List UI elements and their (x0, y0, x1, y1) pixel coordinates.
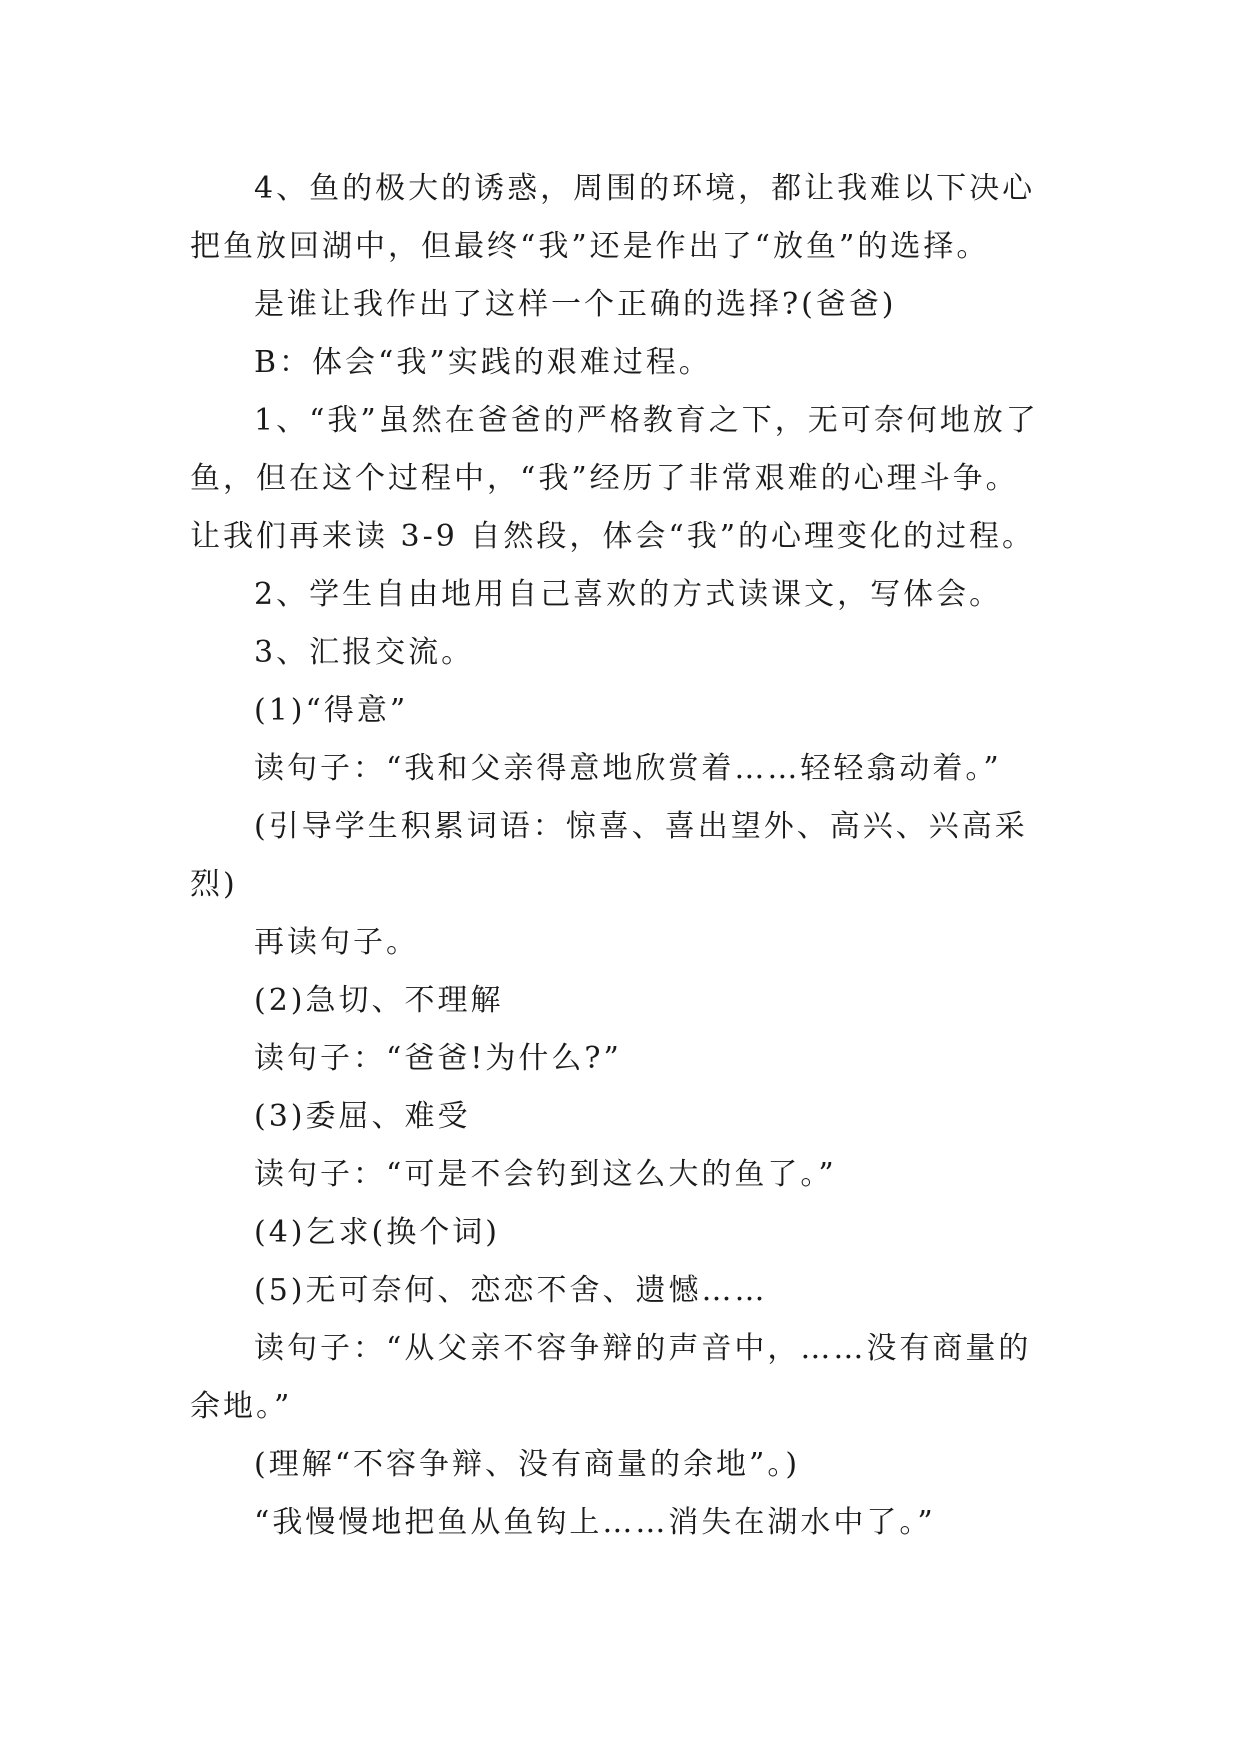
text-line: (引导学生积累词语：惊喜、喜出望外、高兴、兴高采 (254, 809, 1028, 844)
text-line: 2、学生自由地用自己喜欢的方式读课文，写体会。 (254, 577, 1003, 612)
text-line: 3、汇报交流。 (254, 635, 475, 670)
text-line: 读句子：“我和父亲得意地欣赏着……轻轻翕动着。” (254, 751, 1002, 786)
text-line: 烈) (190, 867, 238, 902)
text-line: 4、鱼的极大的诱惑，周围的环境，都让我难以下决心 (254, 171, 1036, 206)
text-line: 鱼，但在这个过程中，“我”经历了非常艰难的心理斗争。 (190, 461, 1019, 496)
text-line: “我慢慢地把鱼从鱼钩上……消失在湖水中了。” (254, 1505, 936, 1540)
text-line: 是谁让我作出了这样一个正确的选择?(爸爸) (254, 287, 897, 322)
text-line: (2)急切、不理解 (254, 983, 504, 1018)
text-line: (5)无可奈何、恋恋不舍、遗憾…… (254, 1273, 768, 1308)
text-line: 1、“我”虽然在爸爸的严格教育之下，无可奈何地放了 (254, 403, 1039, 438)
document-body (190, 160, 1070, 1552)
text-line: 让我们再来读 3-9 自然段，体会“我”的心理变化的过程。 (190, 519, 1036, 554)
text-line: 再读句子。 (254, 925, 419, 960)
text-line: (4)乞求(换个词) (254, 1215, 500, 1250)
text-line: 余地。” (190, 1389, 293, 1424)
text-line: 把鱼放回湖中，但最终“我”还是作出了“放鱼”的选择。 (190, 229, 990, 264)
text-line: (1)“得意” (254, 693, 409, 728)
text-line: 读句子：“爸爸!为什么?” (254, 1041, 622, 1076)
text-line: (理解“不容争辩、没有商量的余地”。) (254, 1447, 801, 1482)
section-heading: B：体会“我”实践的艰难过程。 (254, 345, 712, 380)
text-line: (3)委屈、难受 (254, 1099, 471, 1134)
text-line: 读句子：“可是不会钓到这么大的鱼了。” (254, 1157, 837, 1192)
text-line: 读句子：“从父亲不容争辩的声音中，……没有商量的 (254, 1331, 1032, 1366)
